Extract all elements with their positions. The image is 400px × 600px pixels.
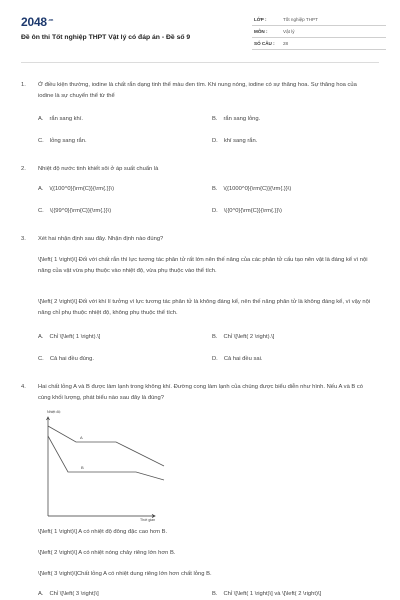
question-text: Nhiệt độ nước tinh khiết sôi ở áp suất chuẩn là — [38, 166, 159, 172]
option-letter: C. — [38, 356, 44, 362]
site-logo[interactable] — [21, 15, 53, 29]
option-text: khí sang rắn. — [223, 138, 258, 144]
option-letter: B. — [212, 186, 218, 192]
meta-value: Vật lý — [283, 29, 295, 34]
statement-4-1: \[\left( 1 \right)\] A có nhiệt độ đông đặc cao hơn B. — [38, 529, 168, 535]
option-letter: D. — [212, 138, 218, 144]
meta-key: MÔN : — [254, 29, 268, 34]
curve-a-label: A — [80, 435, 83, 440]
option-letter: B. — [212, 334, 218, 340]
option-3b[interactable] — [212, 334, 274, 340]
option-1b[interactable] — [212, 116, 260, 122]
meta-key: SỐ CÂU : — [254, 41, 275, 46]
option-text: \({100^0}{\rm{C}}{\rm{.}}\) — [49, 186, 115, 192]
option-text: rắn sang lỏng. — [223, 116, 261, 122]
meta-row-count — [252, 38, 386, 50]
option-letter: D. — [212, 208, 218, 214]
logo-domain: .vn — [47, 17, 54, 22]
option-2c[interactable] — [38, 208, 111, 214]
option-letter: A. — [38, 591, 44, 597]
meta-value: Tốt nghiệp THPT — [283, 17, 318, 22]
curve-b — [48, 436, 164, 480]
question-text: Hai chất lỏng A và B được làm lạnh trong không khí. Đường cong làm lạnh của chúng được biểu diễn như hình. Nếu A và B có cùng khối lượng, phát biểu nào sau đây là đúng? — [38, 384, 364, 401]
option-text: Cả hai đều sai. — [223, 356, 263, 362]
option-text: Chỉ \[\left( 1 \right).\] — [49, 334, 101, 340]
question-text: Ở điều kiện thường, iodine là chất rắn dạng tinh thể màu đen tím. Khi nung nóng, iodine có sự thăng hoa. Sự thăng hoa của iodine là sự chuyển thể từ thể — [38, 82, 357, 99]
option-letter: A. — [38, 116, 44, 122]
option-letter: C. — [38, 208, 44, 214]
graph-xlabel: Thời gian — [140, 518, 156, 522]
statement-4-3: \[\left( 3 \right)\]Chất lỏng A có nhiệt dung riêng lớn hơn chất lỏng B. — [38, 571, 212, 577]
logo-text: 2048 — [21, 15, 47, 29]
option-letter: A. — [38, 186, 44, 192]
meta-row-subject — [252, 26, 386, 38]
option-3a[interactable] — [38, 334, 100, 340]
option-1a[interactable] — [38, 116, 83, 122]
document-meta — [252, 14, 386, 50]
question-number: 4. — [21, 384, 26, 390]
statement-3-1: \[\left( 1 \right)\] Đối với chất rắn thì lực tương tác phân tử rất lớn nên thế năng của các phân tử cấu tạo nên vật là đáng kể vì nội năng của vật vừa phụ thuộc vào nhiệt độ, vừa phụ thuộc vào thể tích. — [38, 257, 368, 274]
option-letter: C. — [38, 138, 44, 144]
question-number: 3. — [21, 236, 26, 242]
option-letter: B. — [212, 116, 218, 122]
curve-a — [48, 426, 164, 466]
statement-3-2: \[\left( 2 \right)\] Đối với khí lí tưởng vì lực tương tác phân tử là không đáng kể, nên thế năng phân tử là không đáng kể, vì vậy nội năng chỉ phụ thuộc nhiệt độ, không phụ thuộc thể tích. — [38, 299, 371, 316]
meta-key: LỚP : — [254, 17, 267, 22]
option-3c[interactable] — [38, 356, 94, 362]
option-letter: D. — [212, 356, 218, 362]
header-divider — [21, 62, 379, 63]
option-letter: B. — [212, 591, 218, 597]
option-text: Chỉ \[\left( 2 \right).\] — [223, 334, 275, 340]
option-1c[interactable] — [38, 138, 87, 144]
document-title: Đề ôn thi Tốt nghiệp THPT Vật lý có đáp án - Đề số 9 — [21, 34, 191, 41]
option-1d[interactable] — [212, 138, 257, 144]
option-3d[interactable] — [212, 356, 262, 362]
option-letter: A. — [38, 334, 44, 340]
meta-row-class — [252, 14, 386, 26]
question-number: 2. — [21, 166, 26, 172]
option-4b[interactable] — [212, 591, 321, 597]
cooling-curve-graph — [40, 406, 168, 522]
option-text: Cả hai đều đúng. — [49, 356, 94, 362]
option-2d[interactable] — [212, 208, 282, 214]
option-text: \({99^0}{\rm{C}}{\rm{.}}\) — [49, 208, 112, 214]
meta-value: 28 — [283, 41, 289, 46]
curve-b-label: B — [81, 465, 84, 470]
option-text: Chỉ \[\left( 1 \right)\] và \[\left( 2 \right)\] — [223, 591, 322, 597]
graph-ylabel: Nhiệt độ — [47, 410, 61, 414]
option-4a[interactable] — [38, 591, 99, 597]
option-2a[interactable] — [38, 186, 114, 192]
option-text: lỏng sang rắn. — [49, 138, 87, 144]
option-text: \({1000^0}{\rm{C}}{\rm{.}}\) — [223, 186, 292, 192]
statement-4-2: \[\left( 2 \right)\] A có nhiệt nóng chảy riêng lớn hơn B. — [38, 550, 176, 556]
question-text: Xét hai nhận định sau đây. Nhận định nào đúng? — [38, 236, 164, 242]
option-text: \({0^0}{\rm{C}}{\rm{.}}\) — [223, 208, 282, 214]
option-text: rắn sang khí. — [49, 116, 83, 122]
option-2b[interactable] — [212, 186, 291, 192]
question-number: 1. — [21, 82, 26, 88]
option-text: Chỉ \[\left( 3 \right)\] — [49, 591, 99, 597]
